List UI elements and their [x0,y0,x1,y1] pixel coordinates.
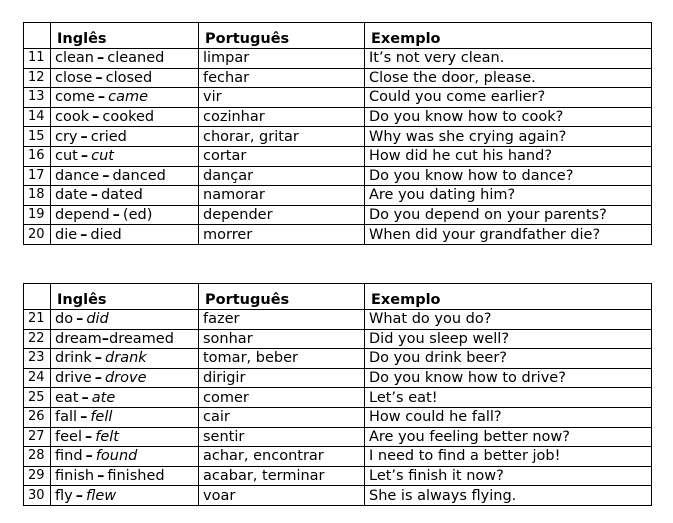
row-number: 22 [24,329,51,349]
row-number: 13 [24,88,51,108]
english-verb-cell [51,427,199,447]
verb-base-form: close [55,69,93,86]
table-row [24,127,652,147]
verb-dash: – [97,468,105,485]
table-row [24,205,652,225]
verb-base-form: dream [55,330,102,347]
table-row [24,146,652,166]
verb-base-form: date [55,187,88,204]
example-cell: Do you know how to dance? [365,166,652,186]
english-verb-cell [51,68,199,88]
verb-dash: – [97,50,105,67]
row-number: 27 [24,427,51,447]
portuguese-cell: sonhar [199,329,365,349]
verb-dash: – [85,448,93,465]
portuguese-cell: cortar [199,146,365,166]
verb-past-form: found [95,448,138,465]
english-verb-cell [51,146,199,166]
english-verb-cell [51,486,199,506]
header-english: Inglês [51,284,199,310]
portuguese-cell: fechar [199,68,365,88]
english-verb-cell [51,88,199,108]
table-body [24,310,652,506]
header-portuguese: Português [199,23,365,49]
table-row [24,329,652,349]
english-verb-cell [51,447,199,467]
verb-past-form: drank [105,350,147,367]
row-number: 23 [24,349,51,369]
table-row [24,447,652,467]
verb-past-form: came [108,89,149,106]
example-cell: When did your grandfather die? [365,225,652,245]
verb-dash: – [76,311,84,328]
example-cell: It’s not very clean. [365,49,652,69]
verb-base-form: finish [55,468,95,485]
english-verb-cell [51,107,199,127]
verb-past-form: felt [95,428,119,445]
verb-base-form: eat [55,389,79,406]
table-row [24,68,652,88]
verb-past-form: closed [105,69,153,86]
table-row [24,427,652,447]
verb-base-form: fly [55,487,73,504]
header-english: Inglês [51,23,199,49]
row-number: 30 [24,486,51,506]
verb-past-form: cleaned [107,50,165,67]
verb-dash: – [101,330,110,347]
english-verb-cell [51,166,199,186]
portuguese-cell: cair [199,407,365,427]
english-verb-cell [51,49,199,69]
portuguese-cell: dirigir [199,368,365,388]
verb-base-form: do [55,311,74,328]
example-cell: What do you do? [365,310,652,330]
verb-base-form: depend [55,207,110,224]
portuguese-cell: sentir [199,427,365,447]
row-number: 15 [24,127,51,147]
verb-base-form: feel [55,428,82,445]
example-cell: How did he cut his hand? [365,146,652,166]
english-verb-cell [51,205,199,225]
verb-past-form: cried [90,128,127,145]
verb-dash: – [80,409,88,426]
header-number [24,23,51,49]
verb-past-form: ate [91,389,116,406]
verb-dash: – [92,109,100,126]
table-row [24,88,652,108]
verb-dash: – [102,167,110,184]
row-number: 14 [24,107,51,127]
row-number: 25 [24,388,51,408]
example-cell: I need to find a better job! [365,447,652,467]
verb-base-form: come [55,89,95,106]
row-number: 21 [24,310,51,330]
table-row [24,107,652,127]
example-cell: Do you depend on your parents? [365,205,652,225]
verb-past-form: flew [85,487,117,504]
english-verb-cell [51,388,199,408]
verb-base-form: drink [55,350,92,367]
row-number: 20 [24,225,51,245]
portuguese-cell: voar [199,486,365,506]
portuguese-cell: fazer [199,310,365,330]
verb-dash: – [75,487,83,504]
example-cell: Do you drink beer? [365,349,652,369]
verb-dash: – [84,428,93,445]
table-row [24,186,652,206]
verb-past-form: did [86,311,109,328]
verb-base-form: cook [55,109,90,126]
header-portuguese: Português [199,284,365,310]
table-row [24,349,652,369]
row-number: 12 [24,68,51,88]
table-header-row [24,284,652,310]
verb-past-form: danced [112,167,166,184]
english-verb-cell [51,466,199,486]
verb-base-form: cut [55,148,78,165]
example-cell: Are you dating him? [365,186,652,206]
table-row [24,49,652,69]
verb-past-form: cut [91,148,114,165]
header-example: Exemplo [365,284,652,310]
header-example: Exemplo [365,23,652,49]
table-row [24,486,652,506]
verb-dash: – [94,370,102,387]
example-cell: Are you feeling better now? [365,427,652,447]
english-verb-cell [51,127,199,147]
example-cell: Did you sleep well? [365,329,652,349]
portuguese-cell: vir [199,88,365,108]
example-cell: How could he fall? [365,407,652,427]
portuguese-cell: morrer [199,225,365,245]
example-cell: Let’s eat! [365,388,652,408]
table-row [24,407,652,427]
row-number: 26 [24,407,51,427]
table-row [24,388,652,408]
verb-base-form: cry [55,128,78,145]
portuguese-cell: dançar [199,166,365,186]
english-verb-cell [51,368,199,388]
table-header-row [24,23,652,49]
english-verb-cell [51,349,199,369]
example-cell: She is always flying. [365,486,652,506]
vocabulary-table-1 [23,22,652,245]
verb-past-form: finished [107,468,165,485]
example-cell: Do you know how to cook? [365,107,652,127]
verb-base-form: find [55,448,83,465]
row-number: 18 [24,186,51,206]
verb-dash: – [94,350,103,367]
english-verb-cell [51,329,199,349]
verb-base-form: dance [55,167,100,184]
verb-past-form: cooked [102,109,155,126]
verb-base-form: fall [55,409,78,426]
table-row [24,310,652,330]
english-verb-cell [51,310,199,330]
portuguese-cell: achar, encontrar [199,447,365,467]
example-cell: Let’s finish it now? [365,466,652,486]
portuguese-cell: comer [199,388,365,408]
row-number: 17 [24,166,51,186]
table-body [24,49,652,245]
english-verb-cell [51,225,199,245]
header-number [24,284,51,310]
table-row [24,368,652,388]
verb-dash: – [95,69,103,86]
verb-past-form: dreamed [109,330,174,347]
portuguese-cell: namorar [199,186,365,206]
example-cell: Do you know how to drive? [365,368,652,388]
example-cell: Could you come earlier? [365,88,652,108]
portuguese-cell: tomar, beber [199,349,365,369]
portuguese-cell: depender [199,205,365,225]
row-number: 11 [24,49,51,69]
portuguese-cell: limpar [199,49,365,69]
row-number: 24 [24,368,51,388]
verb-past-form: drove [104,370,147,387]
portuguese-cell: acabar, terminar [199,466,365,486]
row-number: 19 [24,205,51,225]
row-number: 16 [24,146,51,166]
verb-past-form: (ed) [122,207,153,224]
verb-past-form: dated [100,187,143,204]
verb-dash: – [81,389,89,406]
verb-dash: – [90,187,98,204]
table-row [24,225,652,245]
verb-past-form: fell [90,409,113,426]
verb-base-form: drive [55,370,92,387]
table-row [24,466,652,486]
english-verb-cell [51,407,199,427]
vocabulary-table-2 [23,283,652,506]
verb-base-form: clean [55,50,94,67]
english-verb-cell [51,186,199,206]
verb-dash: – [80,226,88,243]
verb-dash: – [97,89,106,106]
row-number: 29 [24,466,51,486]
table-row [24,166,652,186]
portuguese-cell: chorar, gritar [199,127,365,147]
portuguese-cell: cozinhar [199,107,365,127]
verb-dash: – [80,148,89,165]
verb-dash: – [80,128,88,145]
row-number: 28 [24,447,51,467]
verb-past-form: died [90,226,122,243]
verb-dash: – [112,207,120,224]
example-cell: Close the door, please. [365,68,652,88]
example-cell: Why was she crying again? [365,127,652,147]
verb-base-form: die [55,226,78,243]
